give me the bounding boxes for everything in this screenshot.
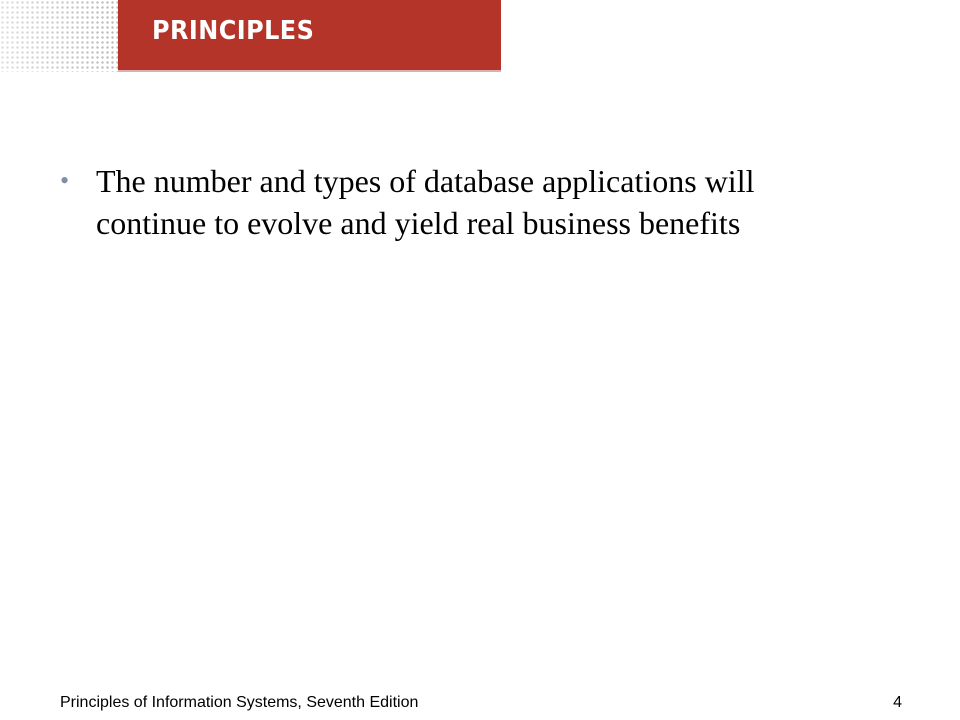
- slide-title: PRINCIPLES: [152, 16, 315, 46]
- content-area: [58, 160, 898, 244]
- bullet-icon: •: [60, 166, 70, 195]
- footer-page-number: 4: [893, 694, 902, 711]
- bullet-text: The number and types of database applications will continue to evolve and yield real business benefits: [96, 163, 755, 241]
- bullet-item: [58, 160, 898, 244]
- header-banner: [118, 0, 501, 70]
- dot-pattern-fade: [0, 0, 118, 72]
- footer-book-title: Principles of Information Systems, Seventh Edition: [60, 694, 419, 711]
